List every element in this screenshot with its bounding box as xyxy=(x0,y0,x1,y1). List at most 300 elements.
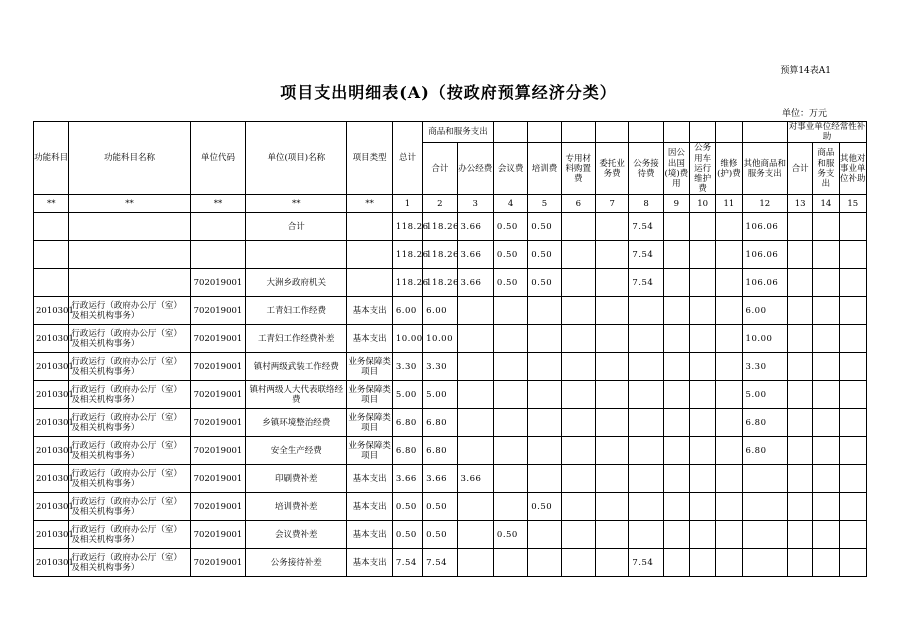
cell-fcode: 2010301 xyxy=(34,549,69,577)
cell-fcode: 2010301 xyxy=(34,409,69,437)
cell-fname: 行政运行（政府办公厅（室）及相关机构事务） xyxy=(69,297,190,325)
cell-c5 xyxy=(561,269,595,297)
header-colnum: 9 xyxy=(663,195,689,213)
cell-c14 xyxy=(839,549,866,577)
cell-c7 xyxy=(629,437,663,465)
cell-c5 xyxy=(561,297,595,325)
cell-ptype: 基本支出 xyxy=(347,297,392,325)
cell-c14 xyxy=(839,409,866,437)
cell-c10 xyxy=(716,213,742,241)
cell-c11: 6.00 xyxy=(742,297,787,325)
cell-c12 xyxy=(788,269,813,297)
cell-c5 xyxy=(561,325,595,353)
cell-c10 xyxy=(716,521,742,549)
header-mark: ** xyxy=(246,195,347,213)
header-col: 会议费 xyxy=(493,143,527,195)
cell-c9 xyxy=(689,521,715,549)
cell-fname: 行政运行（政府办公厅（室）及相关机构事务） xyxy=(69,353,190,381)
cell-c5 xyxy=(561,381,595,409)
cell-c12 xyxy=(788,465,813,493)
cell-fcode: 2010301 xyxy=(34,353,69,381)
header-colnum: 15 xyxy=(839,195,866,213)
cell-c13 xyxy=(813,297,839,325)
cell-c5 xyxy=(561,521,595,549)
cell-c8 xyxy=(663,297,689,325)
header-colnum: 1 xyxy=(392,195,422,213)
cell-c11: 106.06 xyxy=(742,269,787,297)
cell-dcode: 702019001 xyxy=(190,353,246,381)
cell-c1: 6.80 xyxy=(423,437,457,465)
cell-c9 xyxy=(689,269,715,297)
cell-c10 xyxy=(716,409,742,437)
cell-c7 xyxy=(629,521,663,549)
header-col: 维修(护)费 xyxy=(716,143,742,195)
cell-c12 xyxy=(788,493,813,521)
table-row xyxy=(34,381,867,409)
cell-fcode: 2010301 xyxy=(34,381,69,409)
header-col: 其他对事业单位补助 xyxy=(839,143,866,195)
header-colnum: 12 xyxy=(742,195,787,213)
cell-c4 xyxy=(528,409,561,437)
cell-c8 xyxy=(663,381,689,409)
cell-c7 xyxy=(629,325,663,353)
cell-total: 7.54 xyxy=(392,549,422,577)
header-mark: ** xyxy=(190,195,246,213)
cell-c4 xyxy=(528,521,561,549)
header-colnum: 8 xyxy=(629,195,663,213)
cell-c14 xyxy=(839,521,866,549)
cell-c12 xyxy=(788,549,813,577)
table-row xyxy=(34,521,867,549)
cell-c10 xyxy=(716,381,742,409)
cell-c10 xyxy=(716,353,742,381)
table-row xyxy=(34,269,867,297)
cell-c6 xyxy=(595,325,628,353)
header-colnum: 11 xyxy=(716,195,742,213)
header-colnum: 5 xyxy=(528,195,561,213)
cell-c4 xyxy=(528,353,561,381)
cell-c3 xyxy=(493,353,527,381)
cell-c3: 0.50 xyxy=(493,521,527,549)
header-proj-type: 项目类型 xyxy=(347,122,392,195)
cell-fcode: 2010301 xyxy=(34,521,69,549)
cell-c11: 5.00 xyxy=(742,381,787,409)
cell-fname: 行政运行（政府办公厅（室）及相关机构事务） xyxy=(69,465,190,493)
cell-c7: 7.54 xyxy=(629,213,663,241)
cell-ptype: 基本支出 xyxy=(347,465,392,493)
table-row xyxy=(34,549,867,577)
cell-c4 xyxy=(528,465,561,493)
cell-dname: 合计 xyxy=(246,213,347,241)
cell-c2 xyxy=(457,297,493,325)
cell-fname: 行政运行（政府办公厅（室）及相关机构事务） xyxy=(69,493,190,521)
table-row xyxy=(34,465,867,493)
cell-c2: 3.66 xyxy=(457,465,493,493)
cell-ptype: 基本支出 xyxy=(347,493,392,521)
cell-c1: 6.80 xyxy=(423,409,457,437)
cell-dcode: 702019001 xyxy=(190,493,246,521)
cell-c8 xyxy=(663,353,689,381)
header-mark: ** xyxy=(69,195,190,213)
cell-dname: 镇村两级人大代表联络经费 xyxy=(246,381,347,409)
cell-c14 xyxy=(839,325,866,353)
cell-dname: 工青妇工作经费补差 xyxy=(246,325,347,353)
cell-c8 xyxy=(663,549,689,577)
cell-c7: 7.54 xyxy=(629,269,663,297)
cell-fname: 行政运行（政府办公厅（室）及相关机构事务） xyxy=(69,409,190,437)
header-goods-services: 商品和服务支出 xyxy=(423,122,494,143)
cell-c7 xyxy=(629,409,663,437)
cell-dcode: 702019001 xyxy=(190,409,246,437)
header-colnum: 7 xyxy=(595,195,628,213)
table-code: 预算14表A1 xyxy=(780,66,831,76)
cell-fcode xyxy=(34,241,69,269)
cell-c14 xyxy=(839,353,866,381)
cell-total: 3.30 xyxy=(392,353,422,381)
cell-c14 xyxy=(839,493,866,521)
cell-c1: 118.26 xyxy=(423,213,457,241)
cell-c8 xyxy=(663,325,689,353)
cell-c7: 7.54 xyxy=(629,549,663,577)
cell-total: 10.00 xyxy=(392,325,422,353)
cell-dname: 大洲乡政府机关 xyxy=(246,269,347,297)
cell-fname: 行政运行（政府办公厅（室）及相关机构事务） xyxy=(69,549,190,577)
header-col: 商品和服务支出 xyxy=(813,143,839,195)
cell-fname: 行政运行（政府办公厅（室）及相关机构事务） xyxy=(69,381,190,409)
cell-c9 xyxy=(689,213,715,241)
cell-dcode xyxy=(190,241,246,269)
page-title: 项目支出明细表(A)（按政府预算经济分类） xyxy=(280,83,617,102)
cell-c9 xyxy=(689,465,715,493)
cell-dcode: 702019001 xyxy=(190,325,246,353)
cell-fcode: 2010301 xyxy=(34,437,69,465)
header-func-name: 功能科目名称 xyxy=(69,122,190,195)
cell-c10 xyxy=(716,465,742,493)
cell-total: 118.26 xyxy=(392,269,422,297)
header-col: 公务接待费 xyxy=(629,143,663,195)
cell-c2 xyxy=(457,325,493,353)
cell-c5 xyxy=(561,437,595,465)
header-col: 合计 xyxy=(423,143,457,195)
cell-dname: 工青妇工作经费 xyxy=(246,297,347,325)
cell-c4 xyxy=(528,381,561,409)
cell-c11: 6.80 xyxy=(742,437,787,465)
cell-c12 xyxy=(788,297,813,325)
table-row xyxy=(34,353,867,381)
cell-c11 xyxy=(742,493,787,521)
cell-fcode: 2010301 xyxy=(34,465,69,493)
cell-fname xyxy=(69,269,190,297)
cell-c12 xyxy=(788,437,813,465)
cell-total: 6.00 xyxy=(392,297,422,325)
header-func-code: 功能科目 xyxy=(34,122,69,195)
cell-dcode xyxy=(190,213,246,241)
cell-c1: 3.66 xyxy=(423,465,457,493)
cell-c6 xyxy=(595,297,628,325)
cell-c3 xyxy=(493,325,527,353)
table-row xyxy=(34,437,867,465)
cell-c11: 3.30 xyxy=(742,353,787,381)
cell-c1: 0.50 xyxy=(423,521,457,549)
cell-dcode: 702019001 xyxy=(190,465,246,493)
cell-c4: 0.50 xyxy=(528,269,561,297)
cell-c6 xyxy=(595,241,628,269)
cell-c10 xyxy=(716,437,742,465)
cell-c3: 0.50 xyxy=(493,213,527,241)
cell-c14 xyxy=(839,269,866,297)
cell-c13 xyxy=(813,353,839,381)
cell-c13 xyxy=(813,465,839,493)
cell-c8 xyxy=(663,521,689,549)
cell-c3 xyxy=(493,493,527,521)
cell-c8 xyxy=(663,241,689,269)
cell-c5 xyxy=(561,549,595,577)
cell-c2 xyxy=(457,493,493,521)
cell-c1: 118.26 xyxy=(423,269,457,297)
cell-c7 xyxy=(629,297,663,325)
header-col: 合计 xyxy=(788,143,813,195)
cell-fcode: 2010301 xyxy=(34,297,69,325)
cell-dname: 乡镇环境整治经费 xyxy=(246,409,347,437)
cell-ptype xyxy=(347,269,392,297)
cell-dname: 印刷费补差 xyxy=(246,465,347,493)
cell-c12 xyxy=(788,521,813,549)
cell-c3 xyxy=(493,409,527,437)
cell-c10 xyxy=(716,297,742,325)
cell-c14 xyxy=(839,465,866,493)
cell-total: 118.26 xyxy=(392,213,422,241)
cell-dcode: 702019001 xyxy=(190,549,246,577)
cell-c14 xyxy=(839,213,866,241)
cell-c5 xyxy=(561,493,595,521)
cell-ptype: 业务保障类项目 xyxy=(347,409,392,437)
cell-c13 xyxy=(813,381,839,409)
cell-c4 xyxy=(528,437,561,465)
header-col: 因公出国(境)费用 xyxy=(663,143,689,195)
cell-dcode: 702019001 xyxy=(190,521,246,549)
cell-c6 xyxy=(595,353,628,381)
cell-c14 xyxy=(839,241,866,269)
cell-c13 xyxy=(813,269,839,297)
cell-fname xyxy=(69,213,190,241)
cell-c7 xyxy=(629,353,663,381)
table-row xyxy=(34,213,867,241)
header-subsidy: 对事业单位经常性补助 xyxy=(788,122,866,143)
cell-c2: 3.66 xyxy=(457,241,493,269)
cell-ptype: 基本支出 xyxy=(347,521,392,549)
cell-c3: 0.50 xyxy=(493,241,527,269)
header-col: 培训费 xyxy=(528,143,561,195)
cell-total: 0.50 xyxy=(392,521,422,549)
cell-ptype: 业务保障类项目 xyxy=(347,381,392,409)
table-row xyxy=(34,325,867,353)
cell-c6 xyxy=(595,269,628,297)
cell-c1: 6.00 xyxy=(423,297,457,325)
cell-c13 xyxy=(813,213,839,241)
header-colnum: 10 xyxy=(689,195,715,213)
cell-c12 xyxy=(788,381,813,409)
header-colnum: 4 xyxy=(493,195,527,213)
header-colnum: 14 xyxy=(813,195,839,213)
cell-total: 6.80 xyxy=(392,437,422,465)
budget-table xyxy=(33,121,867,577)
cell-c7: 7.54 xyxy=(629,241,663,269)
cell-c10 xyxy=(716,325,742,353)
cell-c6 xyxy=(595,549,628,577)
cell-c4 xyxy=(528,325,561,353)
cell-c9 xyxy=(689,409,715,437)
cell-c1: 10.00 xyxy=(423,325,457,353)
cell-c13 xyxy=(813,437,839,465)
cell-c12 xyxy=(788,409,813,437)
cell-dcode: 702019001 xyxy=(190,381,246,409)
cell-c11: 10.00 xyxy=(742,325,787,353)
header-total: 总计 xyxy=(392,122,422,195)
header-col: 委托业务费 xyxy=(595,143,628,195)
cell-c1: 5.00 xyxy=(423,381,457,409)
cell-total: 3.66 xyxy=(392,465,422,493)
cell-c6 xyxy=(595,409,628,437)
cell-c1: 3.30 xyxy=(423,353,457,381)
cell-c11 xyxy=(742,521,787,549)
cell-c13 xyxy=(813,549,839,577)
header-mark: ** xyxy=(347,195,392,213)
cell-c11: 6.80 xyxy=(742,409,787,437)
cell-c9 xyxy=(689,353,715,381)
cell-dcode: 702019001 xyxy=(190,297,246,325)
cell-c9 xyxy=(689,297,715,325)
cell-ptype: 业务保障类项目 xyxy=(347,437,392,465)
cell-c4: 0.50 xyxy=(528,241,561,269)
cell-c11: 106.06 xyxy=(742,241,787,269)
cell-c3: 0.50 xyxy=(493,269,527,297)
cell-c3 xyxy=(493,381,527,409)
cell-fcode xyxy=(34,213,69,241)
cell-ptype: 业务保障类项目 xyxy=(347,353,392,381)
cell-fcode: 2010301 xyxy=(34,493,69,521)
cell-c11: 106.06 xyxy=(742,213,787,241)
cell-c2 xyxy=(457,437,493,465)
cell-c9 xyxy=(689,381,715,409)
cell-c13 xyxy=(813,241,839,269)
cell-c8 xyxy=(663,213,689,241)
cell-fcode: 2010301 xyxy=(34,325,69,353)
cell-c14 xyxy=(839,437,866,465)
cell-c1: 7.54 xyxy=(423,549,457,577)
cell-c10 xyxy=(716,549,742,577)
cell-c12 xyxy=(788,325,813,353)
cell-dname: 镇村两级武装工作经费 xyxy=(246,353,347,381)
header-col: 专用材料购置费 xyxy=(561,143,595,195)
cell-c6 xyxy=(595,493,628,521)
cell-c14 xyxy=(839,381,866,409)
cell-c3 xyxy=(493,549,527,577)
cell-c4 xyxy=(528,297,561,325)
cell-c5 xyxy=(561,409,595,437)
cell-c8 xyxy=(663,465,689,493)
header-dept-name: 单位(项目)名称 xyxy=(246,122,347,195)
cell-dname: 培训费补差 xyxy=(246,493,347,521)
cell-total: 5.00 xyxy=(392,381,422,409)
cell-c4 xyxy=(528,549,561,577)
cell-c6 xyxy=(595,521,628,549)
header-colnum: 3 xyxy=(457,195,493,213)
cell-c8 xyxy=(663,493,689,521)
cell-c2 xyxy=(457,409,493,437)
header-mark: ** xyxy=(34,195,69,213)
cell-c7 xyxy=(629,493,663,521)
cell-c8 xyxy=(663,409,689,437)
cell-total: 0.50 xyxy=(392,493,422,521)
cell-c13 xyxy=(813,325,839,353)
cell-c6 xyxy=(595,381,628,409)
cell-c2 xyxy=(457,381,493,409)
cell-c5 xyxy=(561,241,595,269)
table-row xyxy=(34,409,867,437)
header-dept-code: 单位代码 xyxy=(190,122,246,195)
cell-c10 xyxy=(716,269,742,297)
cell-c9 xyxy=(689,325,715,353)
cell-c7 xyxy=(629,465,663,493)
cell-c10 xyxy=(716,241,742,269)
cell-c6 xyxy=(595,465,628,493)
header-colnum: 13 xyxy=(788,195,813,213)
cell-c5 xyxy=(561,213,595,241)
cell-c3 xyxy=(493,465,527,493)
cell-c12 xyxy=(788,241,813,269)
cell-dcode: 702019001 xyxy=(190,269,246,297)
cell-fcode xyxy=(34,269,69,297)
cell-c2 xyxy=(457,521,493,549)
table-row xyxy=(34,241,867,269)
table-row xyxy=(34,297,867,325)
cell-fname xyxy=(69,241,190,269)
cell-dname xyxy=(246,241,347,269)
cell-c1: 0.50 xyxy=(423,493,457,521)
cell-c9 xyxy=(689,241,715,269)
cell-total: 6.80 xyxy=(392,409,422,437)
cell-fname: 行政运行（政府办公厅（室）及相关机构事务） xyxy=(69,521,190,549)
cell-c2: 3.66 xyxy=(457,213,493,241)
cell-c1: 118.26 xyxy=(423,241,457,269)
cell-c4: 0.50 xyxy=(528,213,561,241)
cell-c12 xyxy=(788,213,813,241)
cell-c8 xyxy=(663,269,689,297)
cell-c13 xyxy=(813,521,839,549)
cell-c13 xyxy=(813,493,839,521)
cell-c12 xyxy=(788,353,813,381)
cell-c6 xyxy=(595,213,628,241)
cell-c11 xyxy=(742,465,787,493)
cell-ptype xyxy=(347,213,392,241)
cell-dname: 公务接待补差 xyxy=(246,549,347,577)
cell-c9 xyxy=(689,437,715,465)
cell-ptype: 基本支出 xyxy=(347,549,392,577)
cell-fname: 行政运行（政府办公厅（室）及相关机构事务） xyxy=(69,325,190,353)
header-col: 其他商品和服务支出 xyxy=(742,143,787,195)
cell-c4: 0.50 xyxy=(528,493,561,521)
cell-ptype: 基本支出 xyxy=(347,325,392,353)
table-row xyxy=(34,493,867,521)
cell-c10 xyxy=(716,493,742,521)
cell-c5 xyxy=(561,353,595,381)
unit-label: 单位：万元 xyxy=(781,109,827,119)
cell-c11 xyxy=(742,549,787,577)
cell-c3 xyxy=(493,437,527,465)
cell-c9 xyxy=(689,493,715,521)
header-col: 办公经费 xyxy=(457,143,493,195)
cell-dcode: 702019001 xyxy=(190,437,246,465)
